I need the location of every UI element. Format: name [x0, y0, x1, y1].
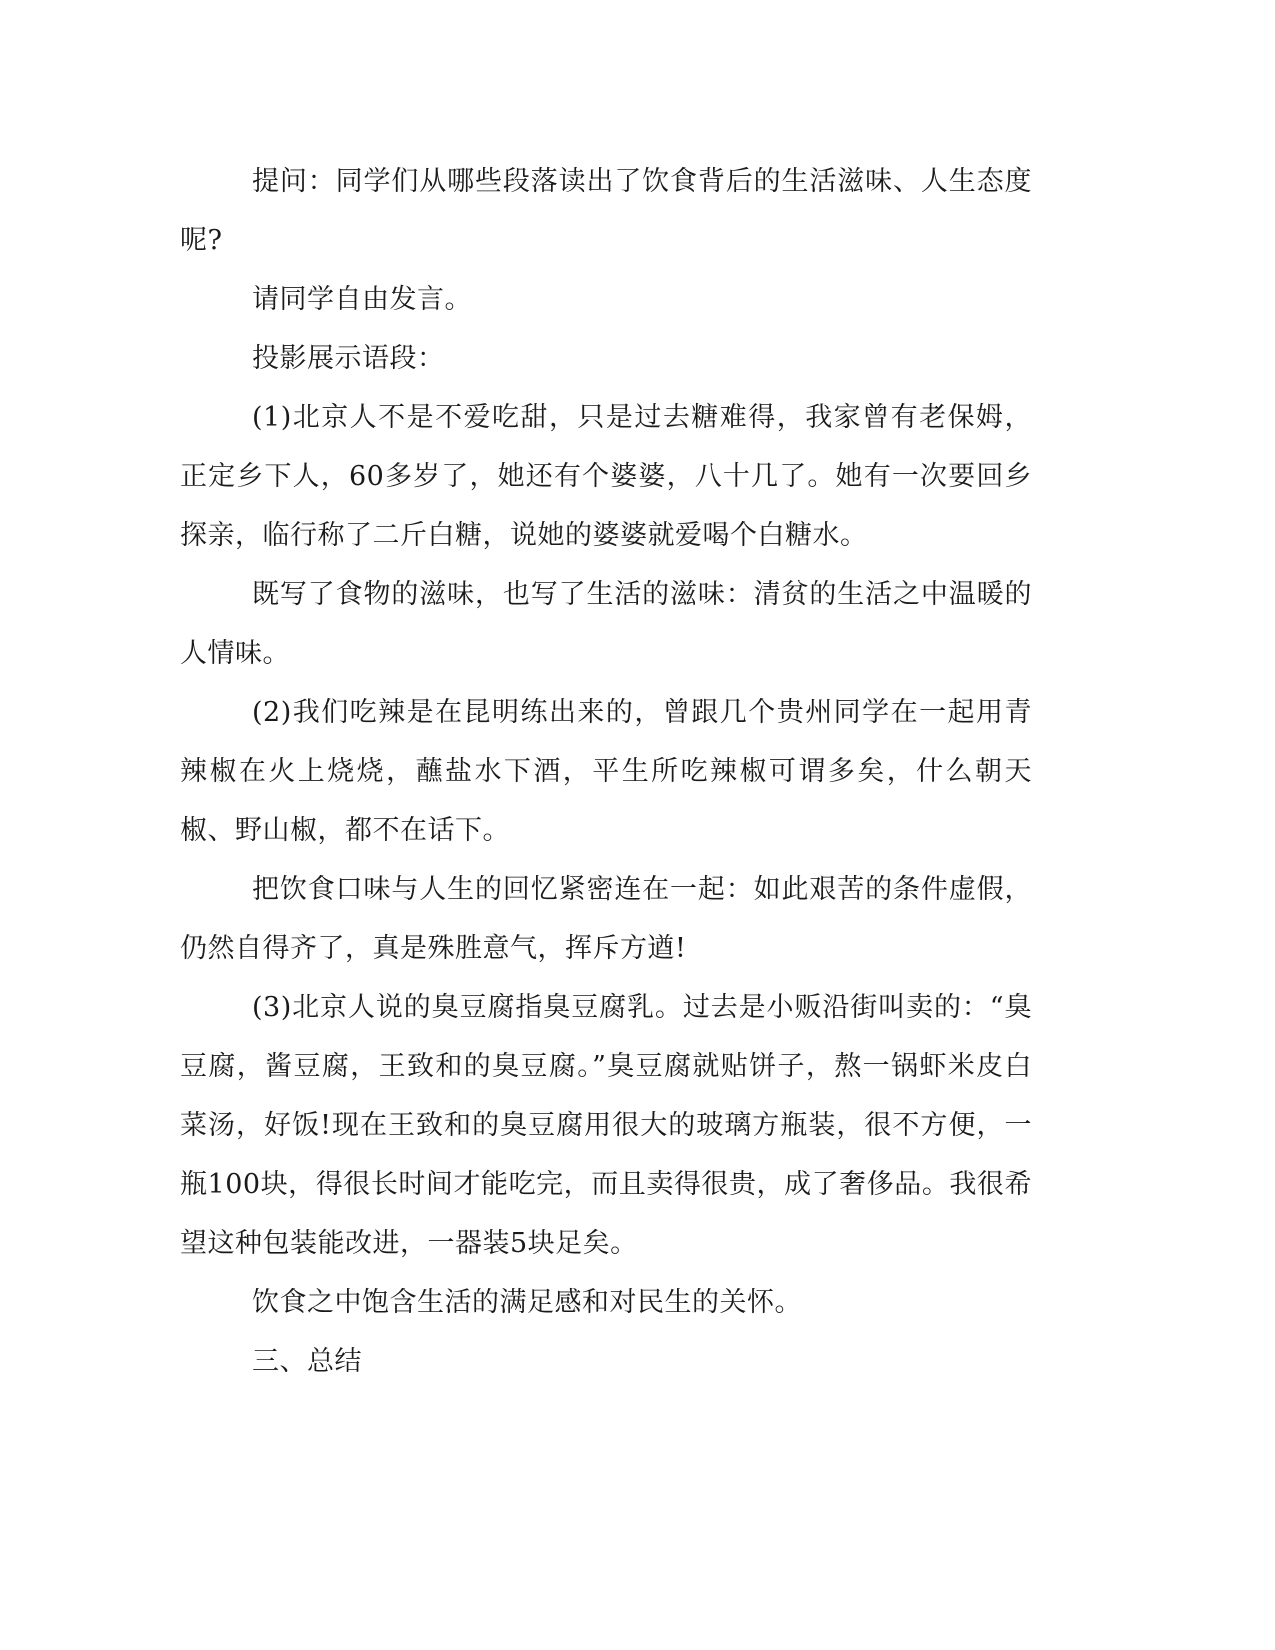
- paragraph-comment-2: 把饮食口味与人生的回忆紧密连在一起：如此艰苦的条件虚假，仍然自得齐了，真是殊胜意气，挥斥方遒!: [180, 874, 1032, 964]
- paragraph-excerpt-1: (1)北京人不是不爱吃甜，只是过去糖难得，我家曾有老保姆，正定乡下人，60多岁了，她还有个婆婆，八十几了。她有一次要回乡探亲，临行称了二斤白糖，说她的婆婆就爱喝个白糖水。: [180, 402, 1032, 551]
- section-heading-summary: 三、总结: [252, 1346, 362, 1377]
- paragraph-free-speech: 请同学自由发言。: [252, 284, 472, 315]
- paragraph-excerpt-2: (2)我们吃辣是在昆明练出来的，曾跟几个贵州同学在一起用青辣椒在火上烧烧，蘸盐水下酒，平生所吃辣椒可谓多矣，什么朝天椒、野山椒，都不在话下。: [180, 697, 1032, 846]
- paragraph-comment-1: 既写了食物的滋味，也写了生活的滋味：清贫的生活之中温暖的人情味。: [180, 579, 1032, 669]
- paragraph-excerpt-3: (3)北京人说的臭豆腐指臭豆腐乳。过去是小贩沿街叫卖的：“臭豆腐，酱豆腐，王致和的臭豆腐。”臭豆腐就贴饼子，熬一锅虾米皮白菜汤，好饭!现在王致和的臭豆腐用很大的玻璃方瓶装，很不方便，一瓶100块，得很长时间才能吃完，而且卖得很贵，成了奢侈品。我很希望这种包装能改进，一器装5块足矣。: [180, 992, 1032, 1259]
- paragraph-projection-heading: 投影展示语段：: [252, 343, 445, 374]
- document-body: [180, 152, 1032, 1391]
- paragraph-question: 提问：同学们从哪些段落读出了饮食背后的生活滋味、人生态度呢?: [180, 166, 1032, 256]
- paragraph-comment-3: 饮食之中饱含生活的满足感和对民生的关怀。: [252, 1287, 802, 1318]
